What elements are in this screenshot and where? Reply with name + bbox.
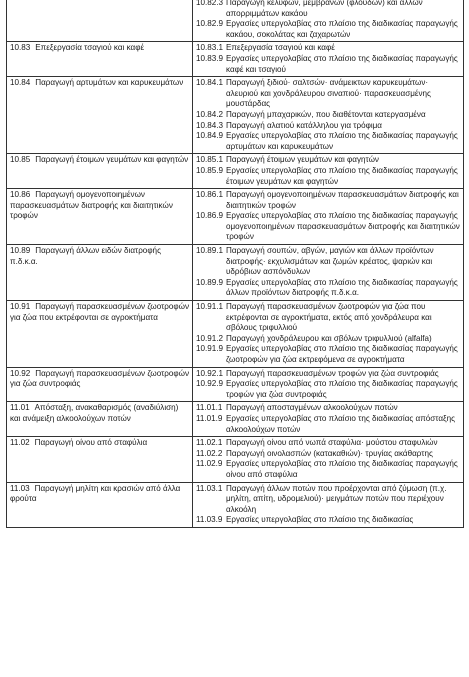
subclass-cell (193, 42, 464, 77)
class-cell (7, 301, 193, 368)
subclass-code: 11.02.2 (196, 448, 223, 458)
class-cell (7, 437, 193, 482)
subclass-entry (196, 344, 461, 365)
class-code: 10.92 (10, 368, 31, 378)
table-row (7, 301, 464, 368)
subclass-description: Εργασίες υπεργολαβίας στο πλαίσιο της διαδικασίας απόσταξης αλκοολούχων ποτών (226, 413, 456, 434)
subclass-entry (196, 302, 461, 334)
subclass-description: Εργασίες υπεργολαβίας στο πλαίσιο της διαδικασίας παραγωγής άλλων προϊόντων διατροφής π.δ.κ.α. (226, 277, 458, 298)
subclass-description: Εργασίες υπεργολαβίας στο πλαίσιο της διαδικασίας παραγωγής ομογενοποιημένων παρασκευασμάτων διατροφής και διαιτητικών τροφών (226, 211, 460, 242)
subclass-description: Παραγωγή οινολασπών (κατακαθιών)· τρυγίας ακάθαρτης (226, 448, 433, 458)
class-cell (7, 0, 193, 42)
subclass-description: Παραγωγή κελυφών, μεμβρανών (φλουδών) και άλλων απορριμμάτων κακάου (226, 0, 423, 18)
table-row (7, 0, 464, 42)
class-title: Παραγωγή άλλων ειδών διατροφής π.δ.κ.α. (10, 246, 161, 266)
subclass-code: 10.92.9 (196, 379, 224, 389)
subclass-cell (193, 402, 464, 437)
class-code: 10.85 (10, 155, 31, 165)
subclass-cell (193, 482, 464, 527)
subclass-entry (196, 110, 461, 121)
table-row (7, 189, 464, 245)
subclass-code: 10.83.9 (196, 53, 224, 63)
subclass-entry (196, 211, 461, 243)
subclass-code: 10.82.3 (196, 0, 224, 7)
subclass-description: Παραγωγή παρασκευασμένων τροφών για ζώα συντροφιάς (226, 368, 439, 378)
class-cell (7, 482, 193, 527)
subclass-code: 11.01.9 (196, 413, 223, 423)
class-cell (7, 77, 193, 154)
table-row (7, 42, 464, 77)
class-cell (7, 154, 193, 189)
subclass-description: Εργασίες υπεργολαβίας στο πλαίσιο της διαδικασίας παραγωγής έτοιμων γευμάτων και φαγητών (226, 165, 458, 186)
subclass-entry (196, 155, 461, 166)
table-body (7, 0, 464, 527)
class-heading (10, 403, 190, 424)
subclass-entry (196, 131, 461, 152)
subclass-entry (196, 190, 461, 211)
subclass-cell (193, 301, 464, 368)
class-code: 11.02 (10, 438, 30, 448)
subclass-cell (193, 154, 464, 189)
class-code: 11.01 (10, 403, 30, 413)
subclass-description: Παραγωγή ομογενοποιημένων παρασκευασμάτων διατροφής και διαιτητικών τροφών (226, 190, 459, 210)
classification-table (6, 0, 464, 528)
subclass-description: Παραγωγή αλατιού κατάλληλου για τρόφιμα (226, 120, 382, 130)
subclass-entry (196, 246, 461, 278)
class-title: Παραγωγή οίνου από σταφύλια (34, 438, 148, 448)
table-row (7, 482, 464, 527)
class-heading (10, 190, 190, 222)
class-heading (10, 43, 190, 54)
subclass-cell (193, 437, 464, 482)
table-row (7, 367, 464, 402)
class-cell (7, 245, 193, 301)
class-title: Παραγωγή μηλίτη και κρασιών από άλλα φρούτα (10, 483, 181, 504)
subclass-entry (196, 484, 461, 516)
subclass-code: 10.84.3 (196, 120, 224, 130)
subclass-description: Παραγωγή άλλων ποτών που προέρχονται από ζύμωση (π.χ. μηλίτη, απίτη, υδρομελιού)· μειγμάτων ποτών που περιέχουν αλκοόλη (226, 483, 447, 514)
subclass-description: Εργασίες υπεργολαβίας στο πλαίσιο της διαδικασίας παραγωγής οίνου από σταφύλια (226, 459, 458, 479)
class-heading (10, 369, 190, 390)
subclass-code: 10.82.9 (196, 19, 224, 29)
subclass-cell (193, 77, 464, 154)
class-heading (10, 438, 190, 449)
class-heading (10, 155, 190, 166)
subclass-entry (196, 449, 461, 460)
subclass-description: Παραγωγή παρασκευασμένων ζωοτροφών για ζώα που εκτρέφονται σε αγροκτήματα, εκτός από χονδράλευρα και σβόλους τριφυλλιού (226, 302, 432, 333)
subclass-code: 11.03.1 (196, 483, 223, 493)
class-cell (7, 367, 193, 402)
class-title: Παραγωγή παρασκευασμένων ζωοτροφών για ζώα συντροφιάς (10, 368, 190, 389)
subclass-code: 11.01.1 (196, 403, 223, 413)
subclass-code: 10.84.2 (196, 109, 224, 119)
subclass-code: 10.84.9 (196, 131, 224, 141)
class-title: Παραγωγή ομογενοποιημένων παρασκευασμάτων διατροφής και διαιτητικών τροφών (10, 190, 173, 221)
table-row (7, 245, 464, 301)
subclass-description: Επεξεργασία τσαγιού και καφέ (226, 43, 335, 53)
subclass-cell (193, 189, 464, 245)
class-title: Απόσταξη, ανακαθαρισμός (αναδιύλιση) και ανάμειξη αλκοολούχων ποτών (10, 403, 179, 423)
class-heading (10, 484, 190, 505)
subclass-entry (196, 438, 461, 449)
subclass-description: Εργασίες υπεργολαβίας στο πλαίσιο της διαδικασίας (226, 515, 414, 525)
subclass-entry (196, 278, 461, 299)
subclass-cell (193, 245, 464, 301)
subclass-description: Παραγωγή σουπών, αβγών, μαγιών και άλλων προϊόντων διατροφής· εκχυλισμάτων και ζωμών κρέατος, ψαριών και υδρόβιων ασπόνδυλων (226, 246, 434, 277)
subclass-code: 11.02.9 (196, 459, 223, 469)
table-row (7, 402, 464, 437)
subclass-description: Εργασίες υπεργολαβίας στο πλαίσιο της διαδικασίας παραγωγής τροφών για ζώα συντροφιάς (226, 379, 458, 399)
subclass-description: Εργασίες υπεργολαβίας στο πλαίσιο της διαδικασίας παραγωγής αρτυμάτων και καρυκευμάτων (226, 131, 458, 151)
class-cell (7, 189, 193, 245)
subclass-entry (196, 0, 461, 19)
subclass-description: Εργασίες υπεργολαβίας στο πλαίσιο της διαδικασίας παραγωγής ζωοτροφών για ζώα εκτρεφόμενα σε αγροκτήματα (226, 344, 458, 364)
subclass-description: Παραγωγή χονδράλευρου και σβόλων τριφυλλιού (alfalfa) (226, 333, 432, 343)
class-code: 10.89 (10, 246, 31, 256)
subclass-code: 10.85.1 (196, 155, 224, 165)
subclass-cell (193, 0, 464, 42)
subclass-entry (196, 78, 461, 110)
class-title: Παραγωγή αρτυμάτων και καρυκευμάτων (35, 78, 184, 88)
class-code: 10.83 (10, 43, 31, 53)
subclass-entry (196, 19, 461, 40)
subclass-description: Παραγωγή ξιδιού· σαλτσών· ανάμεικτων καρυκευμάτων· αλευριού και χονδράλευρου σιναπιού· παρασκευασμένης μουστάρδας (226, 78, 431, 109)
subclass-entry (196, 515, 461, 526)
subclass-entry (196, 369, 461, 380)
subclass-code: 11.02.1 (196, 438, 223, 448)
class-heading (10, 302, 190, 323)
class-title: Παραγωγή παρασκευασμένων ζωοτροφών για ζώα που εκτρέφονται σε αγροκτήματα (10, 302, 190, 322)
class-cell (7, 42, 193, 77)
subclass-entry (196, 403, 461, 414)
subclass-description: Παραγωγή έτοιμων γευμάτων και φαγητών (226, 155, 379, 165)
subclass-cell (193, 367, 464, 402)
class-heading (10, 246, 190, 267)
class-cell (7, 402, 193, 437)
subclass-code: 10.84.1 (196, 78, 224, 88)
table-row (7, 154, 464, 189)
class-code: 10.84 (10, 78, 31, 88)
subclass-entry (196, 166, 461, 187)
subclass-code: 10.85.9 (196, 165, 224, 175)
class-title: Παραγωγή έτοιμων γευμάτων και φαγητών (35, 155, 189, 165)
class-code: 11.03 (10, 483, 30, 493)
subclass-code: 10.83.1 (196, 43, 224, 53)
class-title: Επεξεργασία τσαγιού και καφέ (35, 43, 145, 53)
table-row (7, 437, 464, 482)
subclass-entry (196, 334, 461, 345)
class-code: 10.86 (10, 190, 31, 200)
subclass-entry (196, 379, 461, 400)
subclass-code: 10.91.9 (196, 344, 224, 354)
class-code: 10.91 (10, 302, 31, 312)
subclass-code: 11.03.9 (196, 515, 223, 525)
subclass-description: Εργασίες υπεργολαβίας στο πλαίσιο της διαδικασίας παραγωγής καφέ και τσαγιού (226, 53, 458, 74)
subclass-entry (196, 414, 461, 435)
subclass-entry (196, 54, 461, 75)
subclass-entry (196, 459, 461, 480)
subclass-code: 10.91.1 (196, 302, 224, 312)
subclass-entry (196, 43, 461, 54)
class-heading (10, 78, 190, 89)
subclass-code: 10.89.1 (196, 246, 224, 256)
subclass-description: Παραγωγή μπαχαρικών, που διαθέτονται κατεργασμένα (226, 109, 426, 119)
subclass-code: 10.86.9 (196, 211, 224, 221)
subclass-description: Παραγωγή αποσταγμένων αλκοολούχων ποτών (226, 403, 398, 413)
table-row (7, 77, 464, 154)
subclass-description: Παραγωγή οίνου από νωπά σταφύλια· μούστου σταφυλιών (226, 438, 438, 448)
subclass-code: 10.91.2 (196, 333, 224, 343)
subclass-description: Εργασίες υπεργολαβίας στο πλαίσιο της διαδικασίας παραγωγής κακάου, σοκολάτας και ζαχαρωτών (226, 19, 458, 39)
subclass-entry (196, 121, 461, 132)
subclass-code: 10.89.9 (196, 277, 224, 287)
subclass-code: 10.92.1 (196, 368, 224, 378)
subclass-code: 10.86.1 (196, 190, 224, 200)
